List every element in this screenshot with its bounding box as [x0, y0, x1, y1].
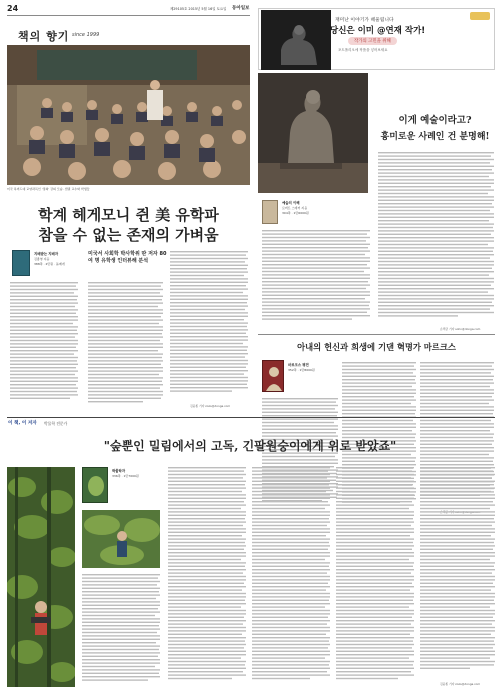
jungle-body-col1 — [82, 574, 160, 686]
person-silhouette-icon — [263, 361, 285, 393]
jungle-body-col2 — [168, 467, 246, 686]
paper-name: 동아일보 — [232, 6, 250, 11]
jungle-body-col5 — [420, 467, 495, 679]
marx-book-title: 마르크스 평전 — [288, 363, 309, 367]
jungle-photo — [7, 467, 75, 687]
bottom-divider — [7, 417, 495, 418]
marx-headline: 아내의 헌신과 희생에 기댄 혁명가 마르크스 — [297, 342, 456, 352]
lecture-lead: 미국서 사회학 박사학위 딴 저자 80여 명 유학생 인터뷰해 분석 — [88, 251, 167, 264]
lecture-byline: 김윤종 기자 zozo@donga.com — [190, 404, 231, 408]
art-headline-line2: 흥미로운 사례인 건 분명해! — [380, 132, 490, 142]
ad-caption: 포트폴리오에 작품을 넣어보세요 — [338, 48, 388, 52]
header-rule — [7, 15, 250, 16]
lecture-headline-line2: 참을 수 없는 존재의 가벼움 — [38, 226, 219, 244]
art-book-author: 로버트 스테커 지음 — [282, 206, 308, 210]
section-title: 책의 향기 — [18, 30, 70, 43]
section-since: since 1999 — [72, 32, 100, 38]
book-cover-icon — [83, 468, 109, 504]
lecture-book-meta: 388쪽 · 2만원 · 돌베개 — [34, 262, 65, 266]
jungle-byline: 김윤종 기자 zozo@donga.com — [440, 682, 481, 686]
lecture-book-cover — [12, 250, 30, 276]
marx-book-meta: 352쪽 · 1만8000원 — [288, 368, 315, 372]
page-number: 24 — [7, 4, 19, 13]
lecture-body-col1 — [10, 282, 78, 402]
marx-book-cover — [262, 360, 284, 392]
art-book-cover — [262, 200, 278, 224]
issue-line: 제29105호 2015년 5월 16일 토요일 — [170, 7, 227, 11]
lecture-book-author: 김종영 지음 — [34, 257, 50, 261]
art-headline-line1: 이게 예술이라고? — [398, 115, 472, 126]
jungle-book-meta: 336쪽 · 1만7000원 — [112, 474, 139, 478]
jungle-book-title: 박물학자 — [112, 469, 126, 473]
art-body-col2 — [378, 152, 494, 324]
art-photo — [258, 73, 368, 193]
art-body-col1 — [262, 230, 370, 325]
thinker-statue-icon — [261, 10, 331, 70]
art-marx-divider — [258, 334, 495, 335]
lecture-photo — [7, 45, 250, 185]
lecture-body-col2 — [88, 282, 163, 407]
lecture-book-title: 지배받는 지배자 — [34, 252, 59, 256]
art-book-meta: 304쪽 · 1만6000원 — [282, 211, 309, 215]
ad-line1: 재미난 이야기가 떼울립니다 — [335, 18, 394, 23]
ad-logo-badge — [470, 12, 490, 20]
art-byline: 손택균 기자 sohn@donga.com — [440, 327, 481, 331]
lecture-headline-line1: 학계 헤게모니 쥔 美 유학파 — [38, 206, 219, 224]
jungle-series-sub: 박물학 전문가 — [44, 421, 68, 426]
ad-line3: 작가의 고민을 위해 — [348, 37, 397, 45]
art-book-title: 예술의 이해 — [282, 201, 300, 205]
jungle-body-col4 — [336, 467, 414, 686]
jungle-photo-2 — [82, 510, 160, 568]
jungle-series-label: 이 책, 이 저자 — [8, 421, 37, 426]
jungle-headline: "숲뿐인 밀림에서의 고독, 긴팔원숭이에게 위로 받았죠" — [103, 439, 397, 453]
jungle-book-cover — [82, 467, 108, 503]
lecture-body-col3 — [170, 251, 248, 401]
ad-line2: 당신은 이미 @연재 작가! — [330, 26, 426, 36]
jungle-body-col3 — [252, 467, 330, 686]
lecture-photo-caption: 미국 하버드대 교양과목인 '정의' 강의 모습. 샌델 교수와 학생들 — [7, 187, 90, 191]
